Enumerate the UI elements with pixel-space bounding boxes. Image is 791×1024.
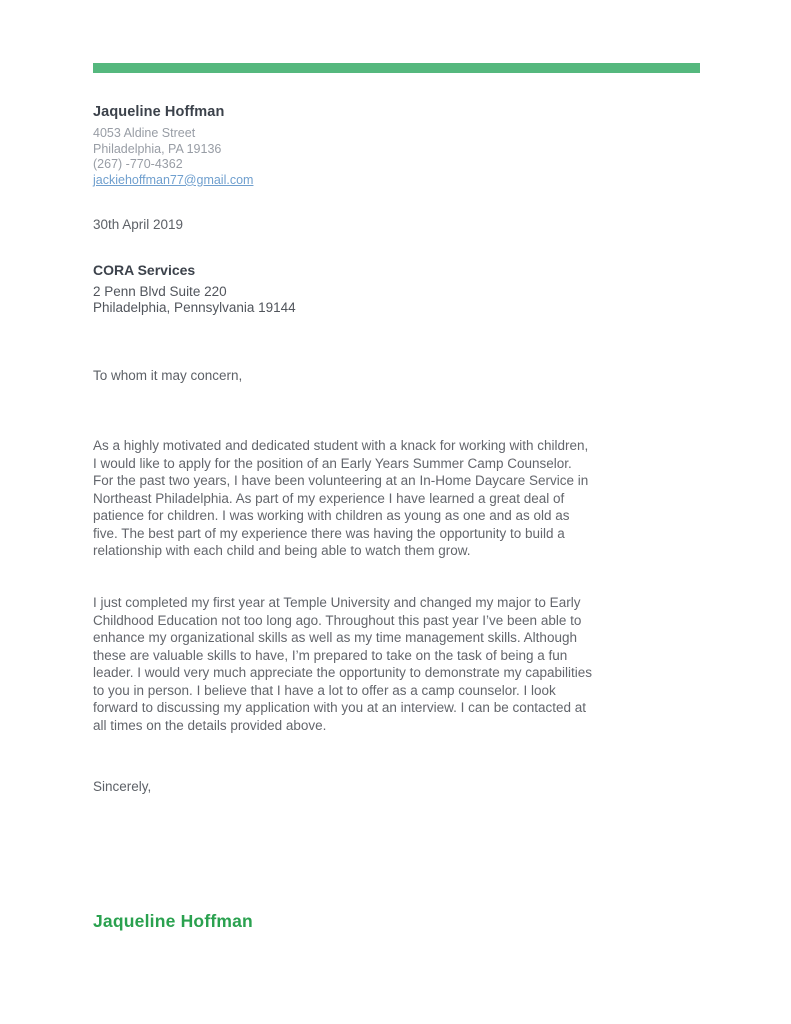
- accent-bar: [93, 63, 700, 73]
- sender-city: Philadelphia, PA 19136: [93, 141, 222, 156]
- sender-email-link[interactable]: jackiehoffman77@gmail.com: [93, 172, 254, 187]
- recipient-name: CORA Services: [93, 262, 196, 278]
- sender-address: [93, 126, 253, 188]
- salutation: To whom it may concern,: [93, 368, 243, 383]
- recipient-block: [93, 262, 296, 316]
- recipient-street: 2 Penn Blvd Suite 220: [93, 284, 227, 299]
- sender-name: Jaqueline Hoffman: [93, 104, 225, 120]
- signature-name: Jaqueline Hoffman: [93, 911, 253, 931]
- valediction: Sincerely,: [93, 779, 152, 794]
- sender-street: 4053 Aldine Street: [93, 126, 196, 140]
- sender-phone: (267) -770-4362: [93, 157, 183, 172]
- body-paragraph-2: I just completed my first year at Temple University and changed my major to Early Childhood Education not too long ago. Throughout this past year I’ve been able to enhance my organizational skills as well as my time management skills. Although these are valuable skills to have, I’m prepared to take on the task of being a fun leader. I would very much appreciate the opportunity to demonstrate my capabilities to you in person. I believe that I have a lot to offer as a camp counselor. I look forward to discussing my application with you at an interview. I can be contacted at all times on the details provided above.: [93, 595, 593, 733]
- body-paragraph-1: As a highly motivated and dedicated student with a knack for working with children, I would like to apply for the position of an Early Years Summer Camp Counselor. For the past two years, I have been volunteering at an In-Home Daycare Service in Northeast Philadelphia. As part of my experience I have learned a great deal of patience for children. I was working with children as young as one and as old as five. The best part of my experience there was having the opportunity to build a relationship with each child and being able to watch them grow.: [93, 438, 589, 558]
- recipient-city: Philadelphia, Pennsylvania 19144: [93, 300, 296, 315]
- letter-date: 30th April 2019: [93, 217, 184, 232]
